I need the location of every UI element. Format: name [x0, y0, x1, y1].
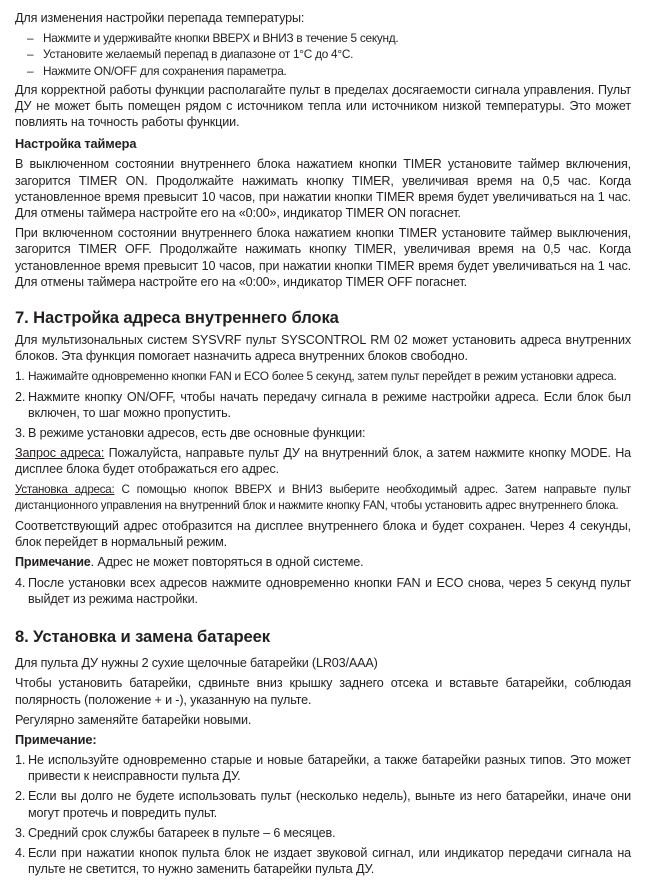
address-query-paragraph: Запрос адреса: Пожалуйста, направьте пульт ДУ на внутренний блок, а затем нажмите кнопку MODE. На дисплее блока будет отображаться его адрес.: [15, 446, 631, 477]
list-item: 2. Если вы долго не будете использовать пульт (несколько недель), выньте из него батарейки, иначе они могут протечь и повредить пульт.: [15, 789, 631, 820]
list-item: – Установите желаемый перепад в диапазоне от 1°C до 4°C.: [27, 47, 354, 62]
address-set-label: Установка адреса:: [15, 482, 115, 496]
battery-replace-paragraph: Регулярно заменяйте батарейки новыми.: [15, 712, 252, 727]
section-7-title: 7. Настройка адреса внутреннего блока: [15, 308, 339, 328]
dash-bullet: –: [27, 47, 34, 62]
battery-notes: [15, 752, 631, 877]
address-set-paragraph: Установка адреса: С помощью кнопок ВВЕРХ и ВНИЗ выберите необходимый адрес. Затем направьте пульт дистанционного управления на внутренний блок и нажмите кнопку FAN, чтобы установить адрес внутреннего блока.: [15, 482, 631, 512]
list-item: 4. Если при нажатии кнопок пульта блок не издает звуковой сигнал, или индикатор передачи сигнала на пульте не светится, то нужно заменить батарейки пульта ДУ.: [15, 845, 631, 877]
list-item: – Нажмите ON/OFF для сохранения параметра.: [27, 63, 287, 78]
section-7-steps: [15, 368, 631, 441]
note-label: Примечание: [15, 555, 91, 570]
list-item: 1. Нажимайте одновременно кнопки FAN и ECO более 5 секунд, затем пульт перейдет в режим установки адреса.: [15, 369, 617, 384]
timer-off-paragraph: При включенном состоянии внутреннего блока нажатием кнопки TIMER установите таймер выключения, загорится TIMER OFF. Продолжайте нажимать кнопку TIMER, увеличивая время на 0,5 час. Когда установленное время превысит 10 часов, при нажатии кнопки TIMER время будет увеличиваться на 1 час. Для отмены таймера настройте его на «0:00», индикатор TIMER OFF погаснет.: [15, 226, 631, 289]
battery-install-paragraph: Чтобы установить батарейки, сдвиньте вниз крышку заднего отсека и вставьте батарейки, соблюдая полярность (положение + и -), указанную на пульте.: [15, 676, 631, 707]
section-7-intro: Для мультизональных систем SYSVRF пульт SYSCONTROL RM 02 может установить адреса внутренних блоков. Эта функция помогает назначить адреса внутренних блоков свободно.: [15, 333, 631, 364]
section-8-title: 8. Установка и замена батареек: [15, 627, 270, 647]
address-result-paragraph: Соответствующий адрес отобразится на дисплее внутреннего блока и будет сохранен. Через 4 секунды, блок перейдет в нормальный режим.: [15, 519, 631, 550]
dash-bullet: –: [27, 31, 34, 46]
document-page: [15, 10, 631, 881]
section-7-note: Примечание. Адрес не может повторяться в одной системе.: [15, 555, 364, 570]
timer-heading: Настройка таймера: [15, 136, 137, 152]
list-item: 3. В режиме установки адресов, есть две основные функции:: [15, 426, 366, 441]
temp-diff-steps: [15, 30, 631, 79]
address-query-label: Запрос адреса:: [15, 446, 105, 461]
dash-bullet: –: [27, 63, 34, 78]
list-item: – Нажмите и удерживайте кнопки ВВЕРХ и ВНИЗ в течение 5 секунд.: [27, 31, 399, 46]
temp-diff-note: Для корректной работы функции располагайте пульт в пределах досягаемости сигнала управления. Пульт ДУ не может быть помещен рядом с источником тепла или источником низкой температуры. Это может повлиять на точность работы функции.: [15, 82, 631, 130]
list-item: 2. Нажмите кнопку ON/OFF, чтобы начать передачу сигнала в режиме настройки адреса. Если блок был включен, то шаг можно пропустить.: [15, 389, 631, 420]
list-item: 4. После установки всех адресов нажмите одновременно кнопки FAN и ECO снова, через 5 секунд пульт выйдет из режима настройки.: [15, 575, 631, 606]
temp-diff-intro: Для изменения настройки перепада температуры:: [15, 11, 305, 25]
list-item: 1. Не используйте одновременно старые и новые батарейки, а также батарейки разных типов. Это может привести к неисправности пульта ДУ.: [15, 752, 631, 784]
timer-on-paragraph: В выключенном состоянии внутреннего блока нажатием кнопки TIMER установите таймер включения, загорится TIMER ON. Продолжайте нажимать кнопку TIMER, увеличивая время на 0,5 час. Когда установленное время превысит 10 часов, при нажатии кнопки TIMER время будет увеличиваться на 1 час. Для отмены таймера настройте его на «0:00», индикатор TIMER ON погаснет.: [15, 157, 631, 221]
battery-type-paragraph: Для пульта ДУ нужны 2 сухие щелочные батарейки (LR03/AAA): [15, 656, 378, 671]
battery-note-heading: Примечание:: [15, 731, 97, 747]
list-item: 3. Средний срок службы батареек в пульте – 6 месяцев.: [15, 825, 336, 840]
section-7-step-4: [15, 575, 631, 607]
